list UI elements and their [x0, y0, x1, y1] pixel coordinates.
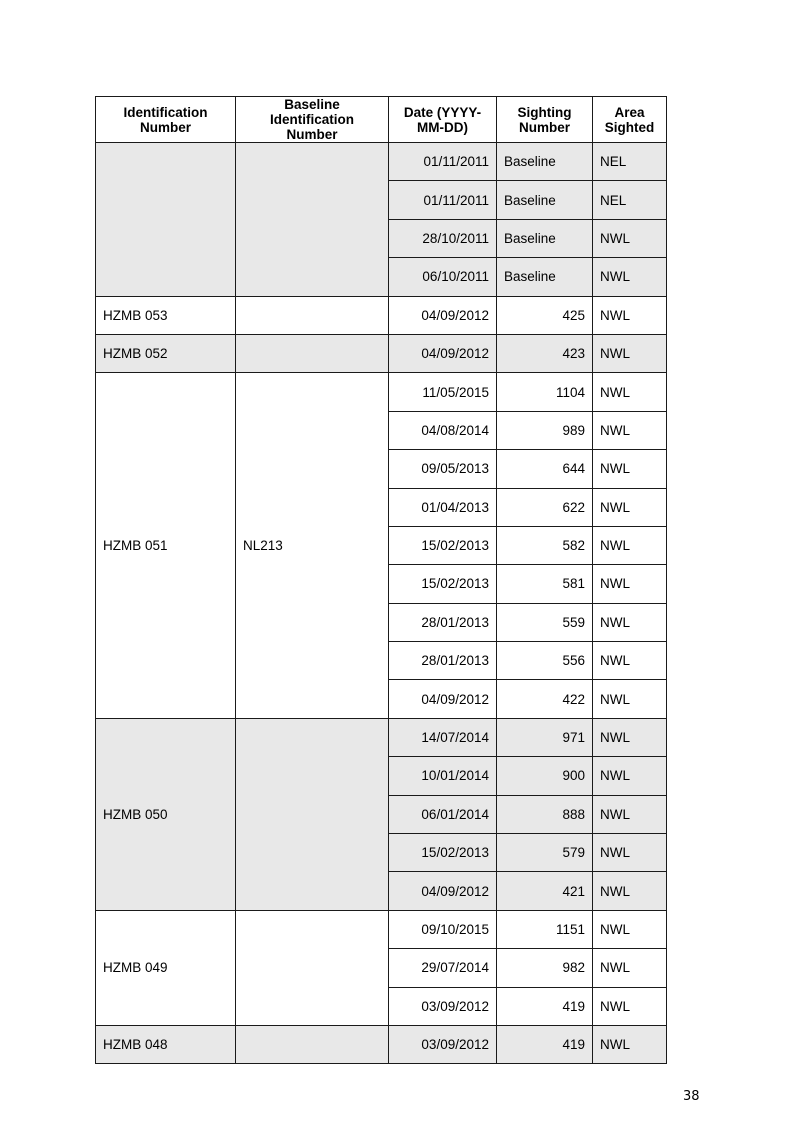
- date-cell: 04/08/2014: [389, 411, 497, 449]
- area-sighted-cell: NWL: [593, 795, 667, 833]
- sighting-number-cell: 888: [497, 795, 593, 833]
- date-cell: 11/05/2015: [389, 373, 497, 411]
- date-cell: 01/11/2011: [389, 181, 497, 219]
- sighting-number-cell: 971: [497, 718, 593, 756]
- area-sighted-cell: NWL: [593, 718, 667, 756]
- table-row: [96, 718, 667, 756]
- header-row: [96, 97, 667, 143]
- area-sighted-cell: NWL: [593, 834, 667, 872]
- identification-number-cell: [96, 143, 236, 297]
- date-cell: 04/09/2012: [389, 334, 497, 372]
- date-cell: 01/11/2011: [389, 143, 497, 181]
- area-sighted-cell: NWL: [593, 411, 667, 449]
- sighting-number-cell: 423: [497, 334, 593, 372]
- date-cell: 14/07/2014: [389, 718, 497, 756]
- area-sighted-cell: NWL: [593, 334, 667, 372]
- page-number: 38: [683, 1089, 700, 1104]
- area-sighted-cell: NWL: [593, 373, 667, 411]
- identification-number-cell: HZMB 053: [96, 296, 236, 334]
- date-cell: 04/09/2012: [389, 296, 497, 334]
- baseline-identification-cell: [236, 296, 389, 334]
- table-row: [96, 143, 667, 181]
- sighting-number-cell: 425: [497, 296, 593, 334]
- date-cell: 15/02/2013: [389, 565, 497, 603]
- date-cell: 28/01/2013: [389, 603, 497, 641]
- date-cell: 01/04/2013: [389, 488, 497, 526]
- identification-number-cell: HZMB 052: [96, 334, 236, 372]
- sighting-number-cell: Baseline: [497, 258, 593, 296]
- date-cell: 03/09/2012: [389, 987, 497, 1025]
- area-sighted-cell: NWL: [593, 565, 667, 603]
- area-sighted-cell: NWL: [593, 296, 667, 334]
- header-area-sighted: Area Sighted: [593, 97, 667, 143]
- identification-number-cell: HZMB 051: [96, 373, 236, 719]
- area-sighted-cell: NWL: [593, 642, 667, 680]
- sighting-number-cell: 622: [497, 488, 593, 526]
- baseline-identification-cell: [236, 143, 389, 297]
- sighting-number-cell: 989: [497, 411, 593, 449]
- date-cell: 09/05/2013: [389, 450, 497, 488]
- area-sighted-cell: NWL: [593, 949, 667, 987]
- header-baseline-identification-number: Baseline Identification Number: [236, 97, 389, 143]
- table-header: [96, 97, 667, 143]
- date-cell: 28/01/2013: [389, 642, 497, 680]
- baseline-identification-cell: [236, 334, 389, 372]
- baseline-identification-cell: [236, 1025, 389, 1063]
- date-cell: 03/09/2012: [389, 1025, 497, 1063]
- sighting-number-cell: Baseline: [497, 143, 593, 181]
- sighting-number-cell: 559: [497, 603, 593, 641]
- area-sighted-cell: NEL: [593, 143, 667, 181]
- date-cell: 09/10/2015: [389, 910, 497, 948]
- table-row: [96, 334, 667, 372]
- date-cell: 28/10/2011: [389, 219, 497, 257]
- date-cell: 04/09/2012: [389, 680, 497, 718]
- sighting-number-cell: 422: [497, 680, 593, 718]
- sighting-number-cell: 1151: [497, 910, 593, 948]
- sighting-number-cell: 579: [497, 834, 593, 872]
- area-sighted-cell: NWL: [593, 757, 667, 795]
- header-date: Date (YYYY-MM-DD): [389, 97, 497, 143]
- table-row: [96, 910, 667, 948]
- sighting-number-cell: 421: [497, 872, 593, 910]
- baseline-identification-cell: [236, 910, 389, 1025]
- date-cell: 15/02/2013: [389, 834, 497, 872]
- area-sighted-cell: NWL: [593, 910, 667, 948]
- table-row: [96, 296, 667, 334]
- sighting-number-cell: 644: [497, 450, 593, 488]
- date-cell: 10/01/2014: [389, 757, 497, 795]
- sighting-number-cell: Baseline: [497, 181, 593, 219]
- date-cell: 15/02/2013: [389, 526, 497, 564]
- header-identification-number: Identification Number: [96, 97, 236, 143]
- area-sighted-cell: NWL: [593, 526, 667, 564]
- baseline-identification-cell: [236, 718, 389, 910]
- identification-number-cell: HZMB 050: [96, 718, 236, 910]
- sighting-number-cell: 419: [497, 1025, 593, 1063]
- area-sighted-cell: NWL: [593, 680, 667, 718]
- area-sighted-cell: NEL: [593, 181, 667, 219]
- area-sighted-cell: NWL: [593, 219, 667, 257]
- header-sighting-number: Sighting Number: [497, 97, 593, 143]
- area-sighted-cell: NWL: [593, 872, 667, 910]
- sighting-number-cell: 556: [497, 642, 593, 680]
- sighting-number-cell: 582: [497, 526, 593, 564]
- sighting-number-cell: 581: [497, 565, 593, 603]
- area-sighted-cell: NWL: [593, 1025, 667, 1063]
- date-cell: 06/10/2011: [389, 258, 497, 296]
- table-row: [96, 1025, 667, 1063]
- sighting-number-cell: 419: [497, 987, 593, 1025]
- table-body: [96, 143, 667, 1064]
- date-cell: 29/07/2014: [389, 949, 497, 987]
- sighting-number-cell: 900: [497, 757, 593, 795]
- sighting-number-cell: 1104: [497, 373, 593, 411]
- sighting-number-cell: 982: [497, 949, 593, 987]
- date-cell: 06/01/2014: [389, 795, 497, 833]
- sightings-table: [95, 96, 667, 1064]
- identification-number-cell: HZMB 048: [96, 1025, 236, 1063]
- table-row: [96, 373, 667, 411]
- baseline-identification-cell: NL213: [236, 373, 389, 719]
- identification-number-cell: HZMB 049: [96, 910, 236, 1025]
- area-sighted-cell: NWL: [593, 488, 667, 526]
- area-sighted-cell: NWL: [593, 987, 667, 1025]
- sighting-number-cell: Baseline: [497, 219, 593, 257]
- area-sighted-cell: NWL: [593, 258, 667, 296]
- area-sighted-cell: NWL: [593, 450, 667, 488]
- area-sighted-cell: NWL: [593, 603, 667, 641]
- date-cell: 04/09/2012: [389, 872, 497, 910]
